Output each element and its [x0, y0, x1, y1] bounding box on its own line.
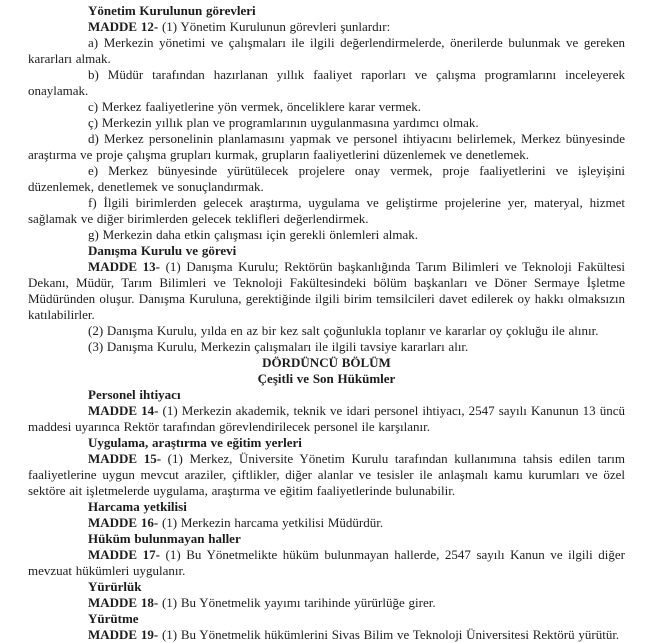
body-paragraph: (2) Danışma Kurulu, yılda en az bir kez salt çoğunlukla toplanır ve kararlar oy çokluğu ile alınır. — [88, 323, 599, 338]
article-paragraph — [28, 403, 625, 435]
body-paragraph: f) İlgili birimlerden gelecek araştırma, uygulama ve geliştirme projelerine yer, materyal, hizmet sağlamak ve diğer birimlerden gelecek teklifleri değerlendirmek. — [28, 195, 625, 226]
article-paragraph — [28, 627, 625, 643]
article-text: (1) Danışma Kurulu; Rektörün başkanlığında Tarım Bilimleri ve Teknoloji Fakültesi Dekanı, Müdür, Tarım Bilimleri ve Teknoloji Fakültesindeki bölüm başkanları ve Döner Sermaye İşletme Müdüründen oluşur. Danışma Kuruluna, gerektiğinde ilgili birim temsilcileri davet edilerek oy hakkı olmaksızın katılabilirler. — [28, 259, 626, 322]
section-subheading: Yürürlük — [88, 579, 142, 594]
section-subheading: Hüküm bulunmayan haller — [88, 531, 241, 546]
body-paragraph: d) Merkez personelinin planlamasını yapmak ve personel ihtiyacını belirlemek, Merkez bünyesinde araştırma ve proje çalışma grupları kurmak, grupların faaliyetlerini düzenlemek ve denetlemek. — [28, 131, 625, 162]
article-paragraph — [28, 259, 625, 323]
article-text: (1) Merkezin akademik, teknik ve idari personel ihtiyacı, 2547 sayılı Kanunun 13 üncü maddesi uyarınca Rektör tarafından görevlendirilecek personel ile karşılanır. — [28, 403, 625, 434]
article-paragraph — [28, 595, 625, 611]
chapter-heading: DÖRDÜNCÜ BÖLÜM — [262, 355, 391, 370]
document-body — [28, 3, 625, 643]
article-paragraph — [28, 547, 625, 579]
article-text: (1) Yönetim Kurulunun görevleri şunlardır: — [158, 19, 391, 34]
article-text: (1) Bu Yönetmelik hükümlerini Sivas Bilim ve Teknoloji Üniversitesi Rektörü yürütür. — [158, 627, 620, 642]
body-paragraph: c) Merkez faaliyetlerine yön vermek, önceliklere karar vermek. — [88, 99, 422, 114]
article-text: (1) Merkezin harcama yetkilisi Müdürdür. — [158, 515, 384, 530]
body-paragraph: a) Merkezin yönetimi ve çalışmaları ile ilgili değerlendirmelerde, önerilerde bulunmak ve gereken kararları almak. — [28, 35, 625, 66]
article-number-label: MADDE 15- — [88, 451, 162, 466]
section-subheading: Danışma Kurulu ve görevi — [88, 243, 237, 258]
body-paragraph: g) Merkezin daha etkin çalışması için gerekli önlemleri almak. — [88, 227, 418, 242]
section-subheading: Yürütme — [88, 611, 139, 626]
section-subheading: Uygulama, araştırma ve eğitim yerleri — [88, 435, 302, 450]
article-number-label: MADDE 17- — [88, 547, 160, 562]
body-paragraph: e) Merkez bünyesinde yürütülecek projelere onay vermek, proje faaliyetlerini ve işleyişini düzenlemek, denetlemek ve sonuçlandırmak. — [28, 163, 625, 194]
article-paragraph — [28, 19, 625, 35]
article-number-label: MADDE 19- — [88, 627, 159, 642]
article-paragraph — [28, 451, 625, 499]
chapter-heading: Çeşitli ve Son Hükümler — [257, 371, 396, 386]
body-paragraph: b) Müdür tarafından hazırlanan yıllık faaliyet raporları ve çalışma programlarını inceleyerek onaylamak. — [28, 67, 625, 98]
article-number-label: MADDE 12- — [88, 19, 159, 34]
article-number-label: MADDE 14- — [88, 403, 159, 418]
body-paragraph: (3) Danışma Kurulu, Merkezin çalışmaları ile ilgili tavsiye kararları alır. — [88, 339, 469, 354]
body-paragraph: ç) Merkezin yıllık plan ve programlarının uygulanmasına yardımcı olmak. — [88, 115, 479, 130]
article-paragraph — [28, 515, 625, 531]
article-text: (1) Bu Yönetmelik yayımı tarihinde yürürlüğe girer. — [158, 595, 436, 610]
article-number-label: MADDE 13- — [88, 259, 161, 274]
article-text: (1) Merkez, Üniversite Yönetim Kurulu tarafından kullanımına tahsis edilen tarım faaliyetlerine uygun mevcut araziler, çiftlikler, diğer alanlar ve tesisler ile anlaşmalı kamu kurumları ve özel sektöre ait işletmelerde uygulama, araştırma ve eğitim faaliyetlerinde bulunabilir. — [28, 451, 625, 498]
article-text: (1) Bu Yönetmelikte hüküm bulunmayan hallerde, 2547 sayılı Kanun ve ilgili diğer mevzuat hükümleri uygulanır. — [28, 547, 625, 578]
article-number-label: MADDE 16- — [88, 515, 159, 530]
section-subheading: Harcama yetkilisi — [88, 499, 187, 514]
section-subheading: Yönetim Kurulunun görevleri — [88, 3, 256, 18]
article-number-label: MADDE 18- — [88, 595, 159, 610]
section-subheading: Personel ihtiyacı — [88, 387, 181, 402]
